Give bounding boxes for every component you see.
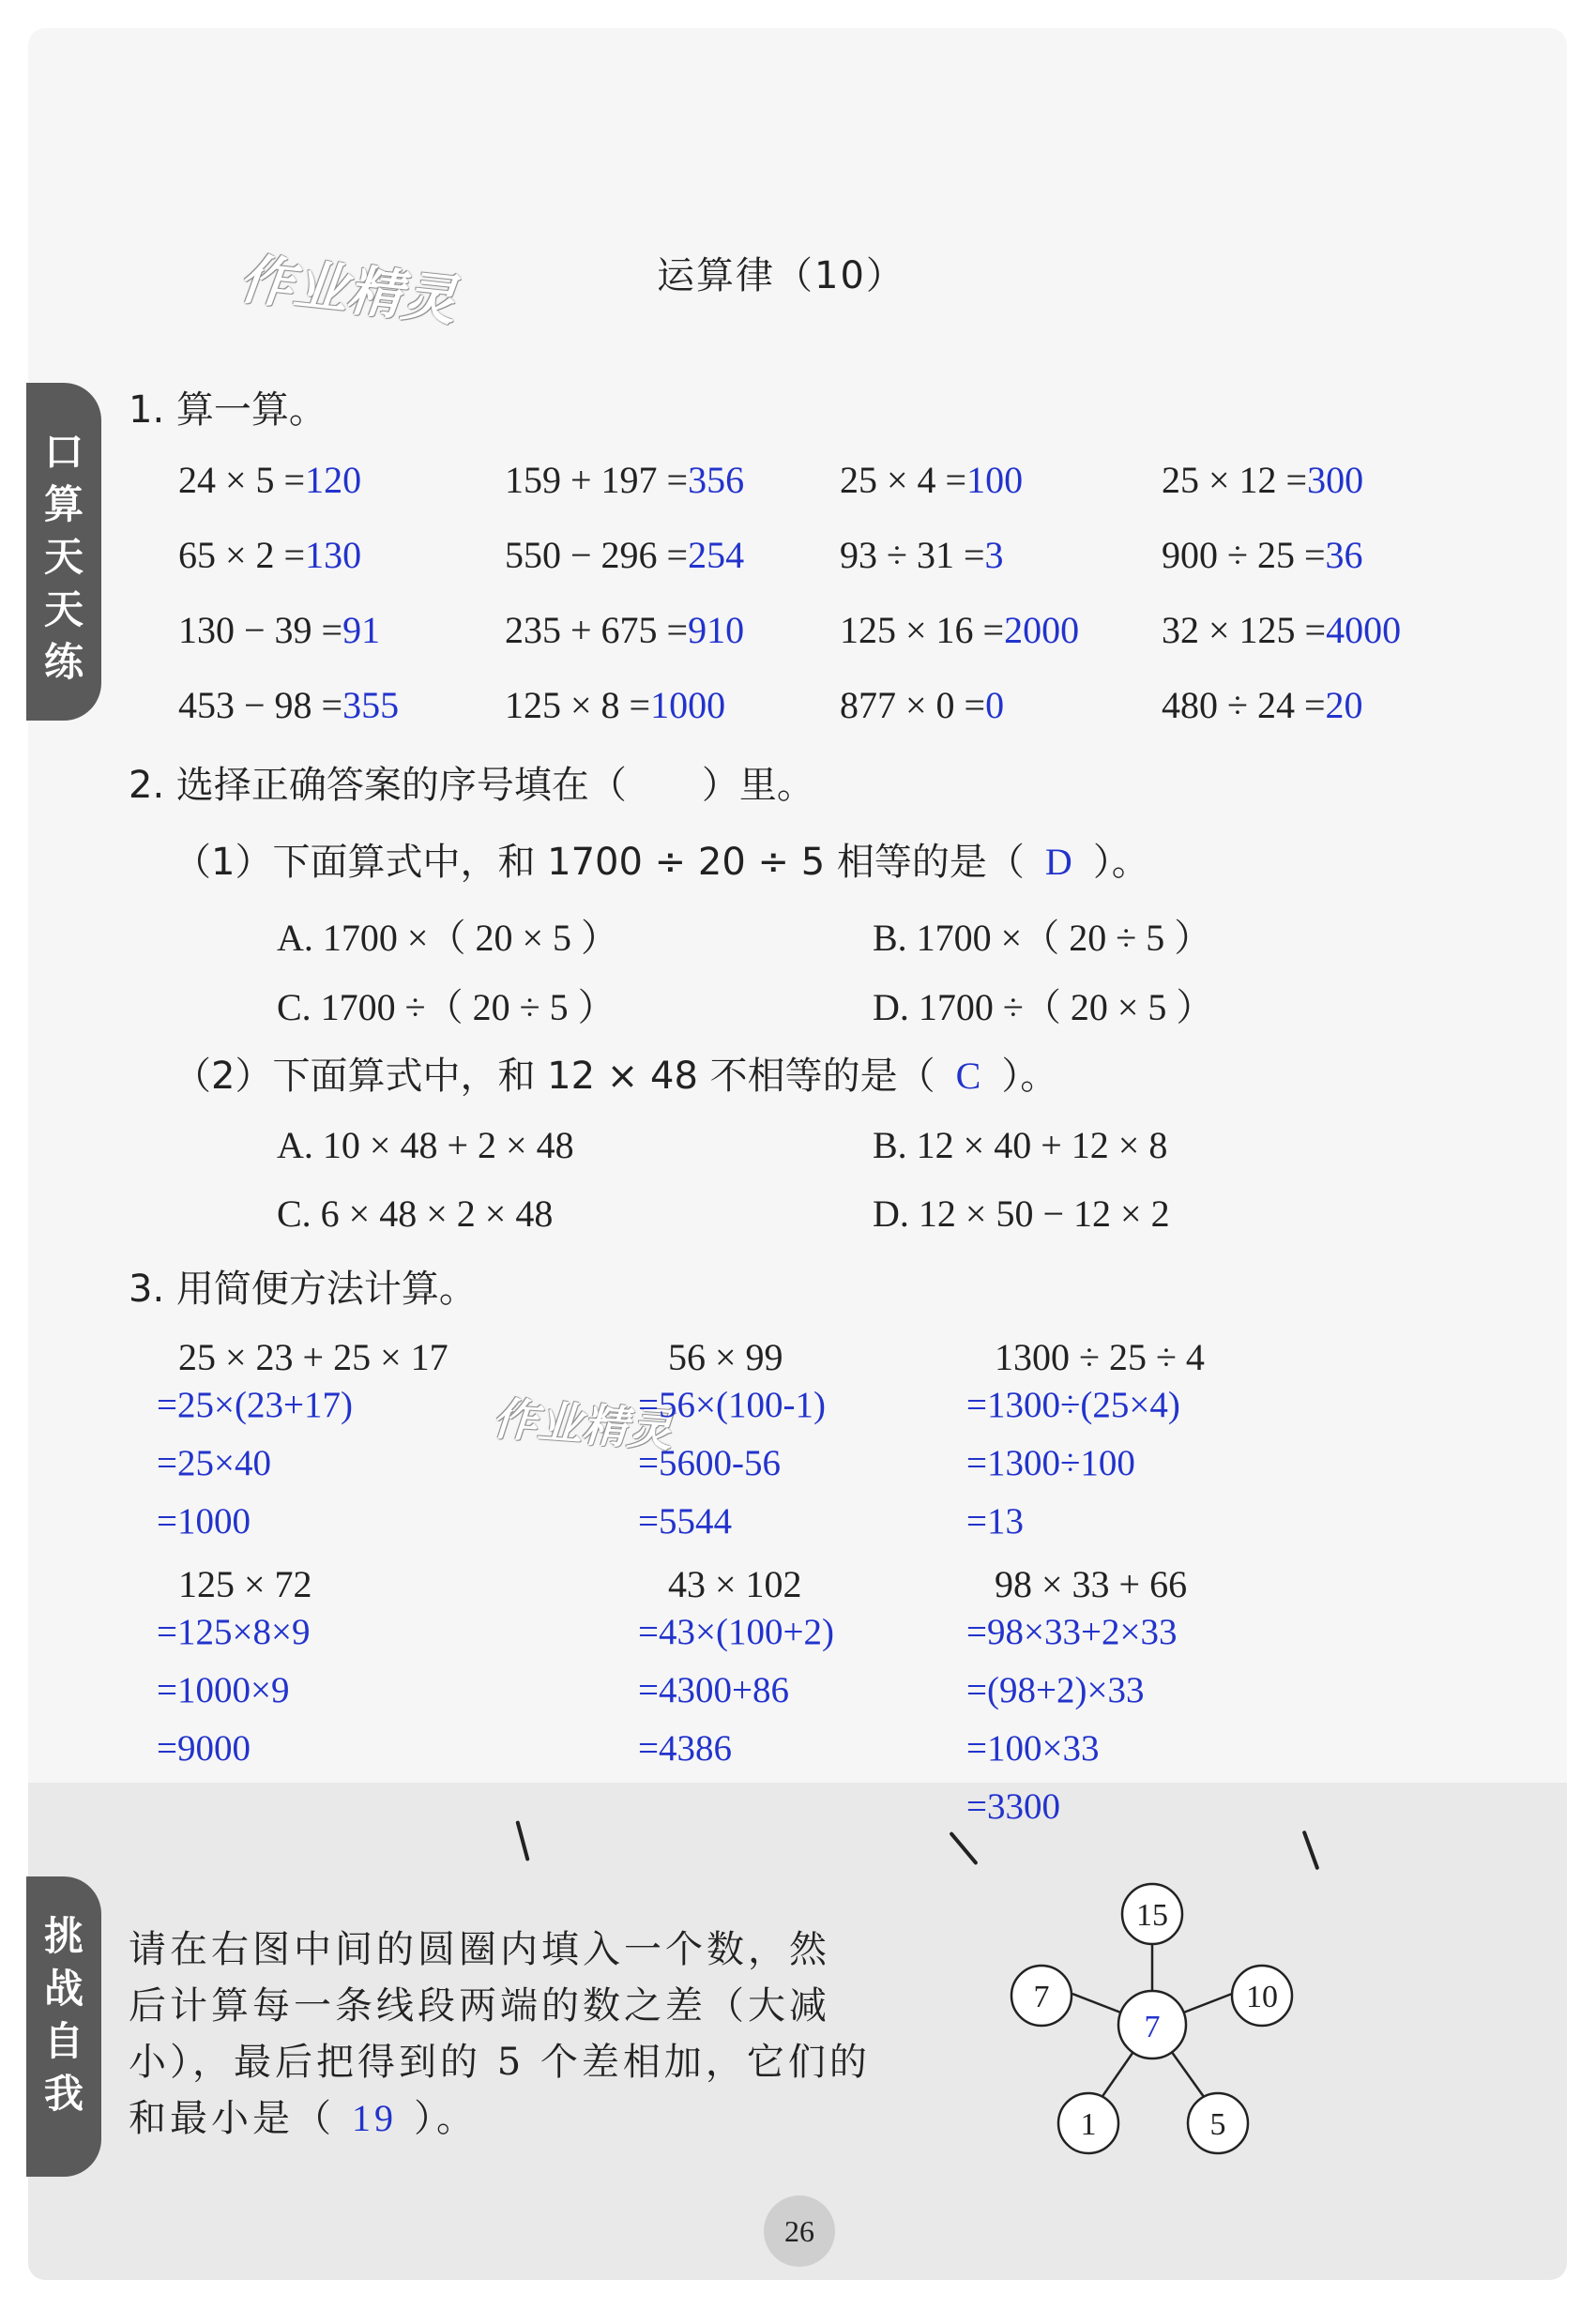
q3-work-step: =4386 [638, 1728, 732, 1769]
q1-expression: 877 × 0 = [840, 684, 986, 726]
challenge-last-after: ）。 [414, 2097, 478, 2140]
q1-answer: 910 [688, 609, 745, 651]
q3-work-step: =9000 [157, 1728, 251, 1769]
q1-equation [1162, 608, 1401, 652]
q1-equation [178, 458, 361, 502]
q1-answer: 0 [985, 684, 1005, 726]
challenge-line [129, 2090, 926, 2147]
q3-work-step: =1300÷(25×4) [966, 1385, 1180, 1425]
q3-work-step: =5600-56 [638, 1443, 781, 1483]
diagram-value: 10 [1246, 1980, 1278, 2014]
side-tab-char: 天 [43, 586, 84, 632]
q3-work-step: =(98+2)×33 [966, 1670, 1145, 1710]
watermark: 作业精灵 [490, 1392, 675, 1458]
page-number: 26 [764, 2195, 835, 2267]
q2-part2-stem [174, 1046, 1057, 1100]
q3-problem-expression: 98 × 33 + 66 [995, 1563, 1188, 1605]
q1-equation [1162, 533, 1363, 577]
q1-expression: 25 × 4 = [840, 459, 967, 501]
watermark: 作业精灵 [236, 247, 460, 333]
side-tab-char: 自 [43, 2018, 84, 2064]
diagram-value: 15 [1136, 1898, 1168, 1933]
q1-answer: 130 [305, 534, 362, 576]
q1-equation [505, 458, 744, 502]
q1-heading: 1. 算一算。 [129, 388, 327, 432]
diagram-value: 7 [1033, 1980, 1050, 2014]
q3-work-step: =43×(100+2) [638, 1612, 834, 1652]
q2-part2-stem-after: ）。 [1001, 1055, 1058, 1098]
q3-work-step: =125×8×9 [157, 1612, 311, 1652]
side-tab-char: 我 [43, 2071, 84, 2117]
challenge-line: 小），最后把得到的 5 个差相加，它们的 [129, 2041, 871, 2084]
q1-expression: 32 × 125 = [1162, 609, 1327, 651]
q1-expression: 480 ÷ 24 = [1162, 684, 1326, 726]
q3-work-step: =4300+86 [638, 1670, 789, 1710]
q2-part2-answer: C [955, 1055, 981, 1097]
q1-expression: 453 − 98 = [178, 684, 343, 726]
side-tab-char: 战 [43, 1966, 84, 2012]
challenge-line: 后计算每一条线段两端的数之差（大减 [129, 1984, 830, 2028]
q2-part1-option-d: D. 1700 ÷（ 20 × 5 ） [873, 986, 1214, 1028]
q3-work-step: =13 [966, 1501, 1024, 1542]
q3-work-step: =1000 [157, 1501, 251, 1542]
q1-equation [840, 683, 1004, 727]
q1-equation [505, 533, 744, 577]
challenge-line: 请在右图中间的圆圈内填入一个数，然 [129, 1928, 830, 1971]
side-tab-daily-practice [26, 383, 101, 721]
q1-equation [178, 608, 380, 652]
q1-expression: 125 × 8 = [505, 684, 651, 726]
circle-diagram [995, 1862, 1295, 2163]
q1-answer: 20 [1325, 684, 1363, 726]
diagram-value: 5 [1209, 2107, 1226, 2142]
q1-answer: 1000 [650, 684, 726, 726]
q1-answer: 36 [1325, 534, 1363, 576]
q1-equation [178, 533, 361, 577]
diagram-value: 1 [1080, 2107, 1097, 2142]
q3-problem-expression: 43 × 102 [668, 1563, 802, 1605]
q1-equation [1162, 683, 1363, 727]
q1-answer: 2000 [1004, 609, 1080, 651]
challenge-text [129, 1922, 926, 2147]
q1-expression: 125 × 16 = [840, 609, 1005, 651]
q2-part2-option-c: C. 6 × 48 × 2 × 48 [277, 1192, 554, 1235]
q1-equation [840, 608, 1079, 652]
q1-expression: 159 + 197 = [505, 459, 689, 501]
q2-heading: 2. 选择正确答案的序号填在（ ）里。 [129, 764, 814, 807]
q3-work-step: =25×40 [157, 1443, 271, 1483]
q1-expression: 65 × 2 = [178, 534, 306, 576]
q3-work-step: =1000×9 [157, 1670, 290, 1710]
q3-work-step: =5544 [638, 1501, 732, 1542]
q1-equation [1162, 458, 1363, 502]
q2-part1-option-a: A. 1700 ×（ 20 × 5 ） [277, 917, 619, 959]
q3-problem-expression: 56 × 99 [668, 1336, 783, 1378]
q3-work-step: =100×33 [966, 1728, 1100, 1769]
q1-expression: 130 − 39 = [178, 609, 343, 651]
q3-work-step: =56×(100-1) [638, 1385, 826, 1425]
q1-equation [505, 608, 744, 652]
q1-equation [178, 683, 399, 727]
challenge-answer: 19 [352, 2097, 397, 2139]
q3-heading: 3. 用简便方法计算。 [129, 1268, 477, 1311]
q1-expression: 900 ÷ 25 = [1162, 534, 1326, 576]
q1-answer: 356 [688, 459, 745, 501]
q3-problem-expression: 125 × 72 [178, 1563, 312, 1605]
q1-expression: 235 + 675 = [505, 609, 689, 651]
q1-equation [840, 458, 1023, 502]
q3-problem-expression: 25 × 23 + 25 × 17 [178, 1336, 448, 1378]
q2-part1-stem-after: ）。 [1092, 841, 1149, 884]
q2-part1-stem [174, 832, 1149, 886]
q3-work-step: =98×33+2×33 [966, 1612, 1178, 1652]
side-tab-challenge [26, 1876, 101, 2177]
q2-part1-stem-before: （1）下面算式中，和 1700 ÷ 20 ÷ 5 相等的是（ [174, 841, 1025, 884]
side-tab-char: 练 [43, 639, 84, 685]
q3-work-step: =1300÷100 [966, 1443, 1135, 1483]
q1-answer: 355 [342, 684, 400, 726]
q1-answer: 91 [342, 609, 381, 651]
q2-part2-stem-before: （2）下面算式中，和 12 × 48 不相等的是（ [174, 1055, 935, 1098]
side-tab-char: 口 [43, 429, 84, 475]
q1-answer: 254 [688, 534, 745, 576]
q1-answer: 3 [984, 534, 1004, 576]
diagram-center-value: 7 [1144, 2010, 1161, 2044]
q2-part1-option-c: C. 1700 ÷（ 20 ÷ 5 ） [277, 986, 616, 1028]
q3-problem-expression: 1300 ÷ 25 ÷ 4 [995, 1336, 1205, 1378]
side-tab-char: 算 [43, 481, 84, 527]
q3-work-step: =25×(23+17) [157, 1385, 353, 1425]
side-tab-char: 天 [43, 534, 84, 580]
q2-part2-option-a: A. 10 × 48 + 2 × 48 [277, 1124, 574, 1166]
challenge-last-before: 和最小是（ [129, 2097, 335, 2140]
q2-part2-option-d: D. 12 × 50 − 12 × 2 [873, 1192, 1170, 1235]
q2-part1-answer: D [1044, 841, 1072, 883]
q1-equation [505, 683, 725, 727]
q1-expression: 24 × 5 = [178, 459, 306, 501]
q2-part1-option-b: B. 1700 ×（ 20 ÷ 5 ） [873, 917, 1212, 959]
q3-work-step: =3300 [966, 1786, 1060, 1827]
q1-expression: 550 − 296 = [505, 534, 689, 576]
q1-expression: 25 × 12 = [1162, 459, 1308, 501]
q1-equation [840, 533, 1004, 577]
q1-answer: 120 [305, 459, 362, 501]
q1-answer: 100 [966, 459, 1024, 501]
q1-answer: 300 [1307, 459, 1364, 501]
q1-expression: 93 ÷ 31 = [840, 534, 985, 576]
q2-part2-option-b: B. 12 × 40 + 12 × 8 [873, 1124, 1168, 1166]
q1-answer: 4000 [1326, 609, 1402, 651]
side-tab-char: 挑 [43, 1913, 84, 1959]
page-title: 运算律（10） [657, 254, 905, 297]
